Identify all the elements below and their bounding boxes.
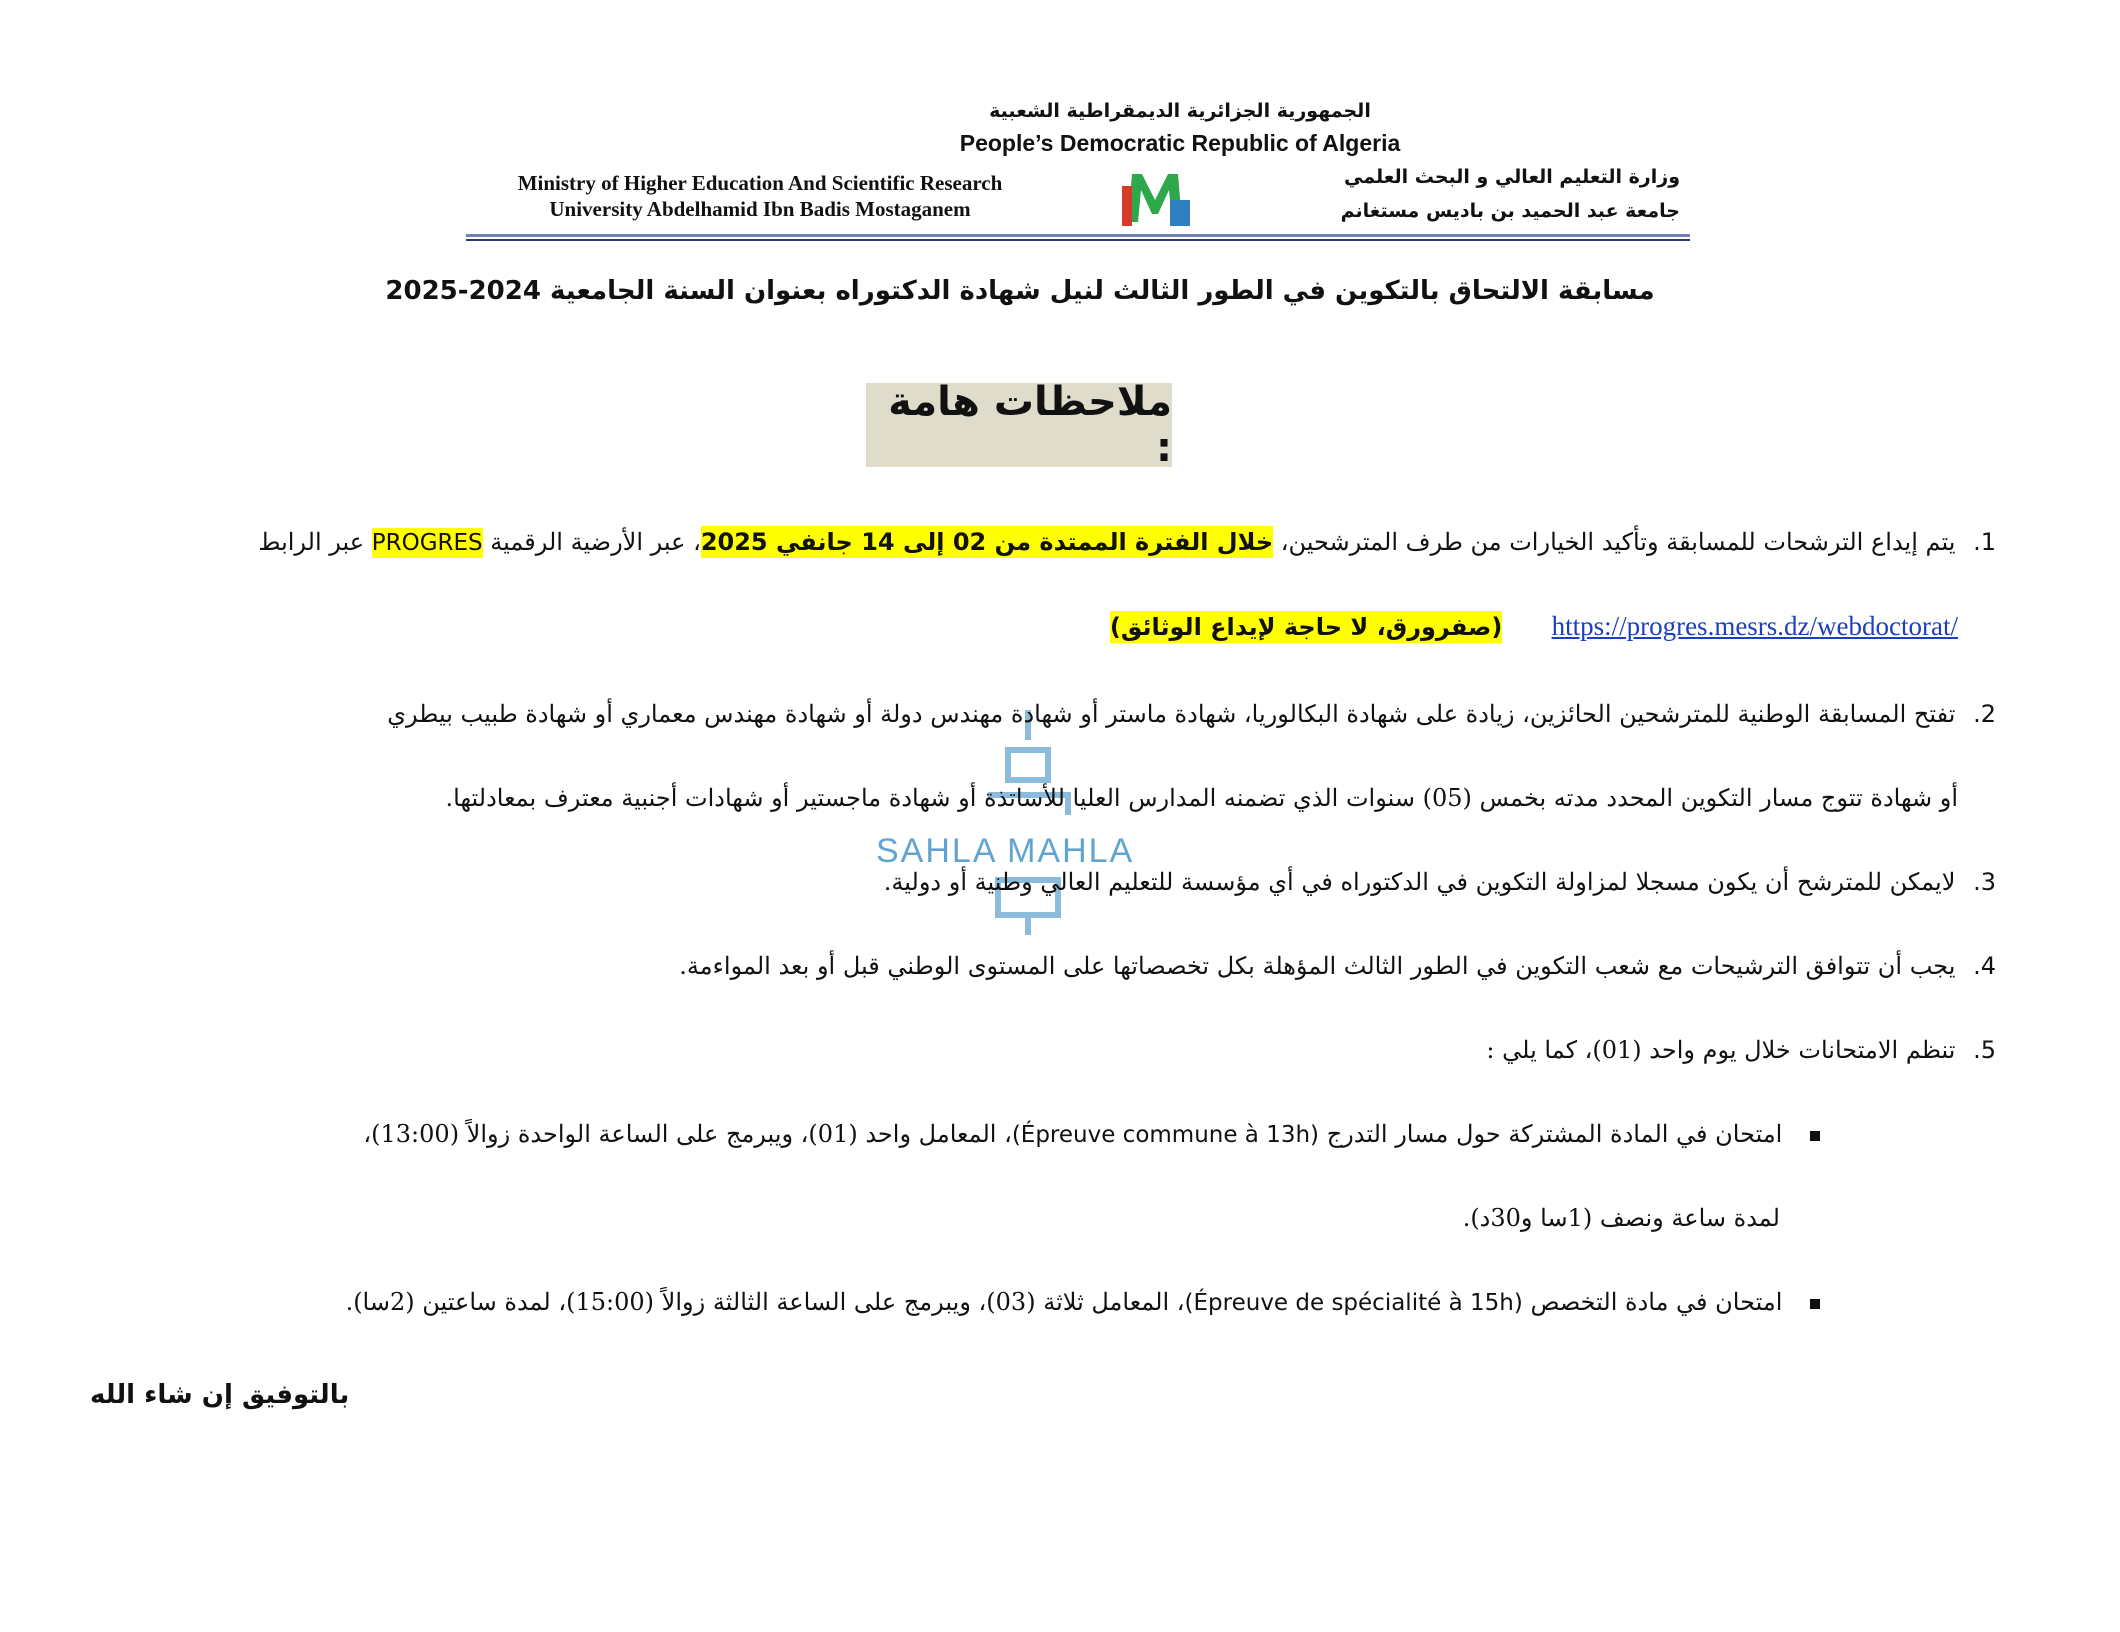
square-bullet-icon	[1810, 1299, 1820, 1309]
exam-bullet-2	[0, 1280, 1820, 1325]
note-number: 4.	[1973, 952, 1996, 980]
note-text: يتم إيداع الترشحات للمسابقة وتأكيد الخيارات من طرف المترشحين،	[1280, 528, 1956, 556]
ministry-arabic: وزارة التعليم العالي و البحث العلمي	[1344, 166, 1680, 188]
bullet-text: امتحان في مادة التخصص	[1530, 1288, 1783, 1316]
platform-name: PROGRES	[371, 530, 483, 556]
bullet-text: امتحان في المادة المشتركة حول مسار التدرج	[1326, 1120, 1783, 1148]
header-arabic-republic: الجمهورية الجزائرية الديمقراطية الشعبية	[989, 100, 1371, 122]
note-item-3	[116, 860, 1996, 904]
header-rule-bottom	[466, 239, 1690, 241]
bullet-text: لمدة ساعة ونصف (1سا و30د).	[1462, 1204, 1780, 1232]
note-item-2	[116, 692, 1996, 736]
note-number: 3.	[1973, 868, 1996, 896]
contest-title: مسابقة الالتحاق بالتكوين في الطور الثالث لنيل شهادة الدكتوراه بعنوان السنة الجامعية 2024-2025	[385, 276, 1655, 306]
progres-link[interactable]: https://progres.mesrs.dz/webdoctorat/	[1551, 611, 1958, 641]
university-english: University Abdelhamid Ibn Badis Mostaganem	[549, 197, 971, 221]
exam-bullet-1	[0, 1112, 1820, 1157]
exam-name-latin: (Épreuve de spécialité à 15h)	[1184, 1290, 1523, 1316]
university-logo-icon	[1118, 160, 1192, 232]
note-number: 1.	[1973, 528, 1996, 556]
highlight-no-paper: (صفرورق، لا حاجة لإيداع الوثائق)	[1109, 613, 1503, 641]
ministry-english: Ministry of Higher Education And Scientific Research	[517, 171, 1003, 195]
note-text: تنظم الامتحانات خلال يوم واحد (01)، كما يلي :	[1486, 1036, 1956, 1064]
note-text: ، عبر الأرضية الرقمية	[490, 528, 701, 556]
watermark-text: SAHLA MAHLA	[876, 832, 1135, 870]
note-text: يجب أن تتوافق الترشيحات مع شعب التكوين في الطور الثالث المؤهلة بكل تخصصاتها على المستوى الوطني قبل أو بعد المواءمة.	[679, 952, 1956, 980]
note-number: 5.	[1973, 1036, 1996, 1064]
note-text: عبر الرابط	[258, 528, 365, 556]
square-bullet-icon	[1810, 1131, 1820, 1141]
note-item-1	[116, 520, 1996, 565]
header-arabic-institution	[1240, 160, 1680, 228]
university-arabic: جامعة عبد الحميد بن باديس مستغانم	[1340, 200, 1680, 222]
note-text: تفتح المسابقة الوطنية للمترشحين الحائزين، زيادة على شهادة البكالوريا، شهادة ماستر أو شهادة مهندس دولة أو شهادة مهندس معماري أو شهادة طبيب بيطري	[387, 700, 1956, 728]
closing-wish: بالتوفيق إن شاء الله	[90, 1380, 350, 1410]
note-item-4	[116, 944, 1996, 988]
header-english-institution	[440, 170, 1080, 222]
note-item-5	[116, 1028, 1996, 1072]
highlight-period: خلال الفترة الممتدة من 02 إلى 14 جانفي 2025	[700, 528, 1274, 556]
exam-name-latin: (Épreuve commune à 13h)	[1011, 1122, 1320, 1148]
header-rule-top	[466, 234, 1690, 237]
header-english-republic: People’s Democratic Republic of Algeria	[959, 130, 1401, 156]
note-text: أو شهادة تتوج مسار التكوين المحدد مدته بخمس (05) سنوات الذي تضمنه المدارس العليا للأساتذة أو شهادة ماجستير أو شهادات أجنبية معترف بمعادلتها.	[445, 784, 1958, 812]
bullet-text: ، المعامل ثلاثة (03)، ويبرمج على الساعة الثالثة زوالاً (15:00)، لمدة ساعتين (2سا).	[345, 1288, 1185, 1316]
bullet-text: ، المعامل واحد (01)، ويبرمج على الساعة الواحدة زوالاً (13:00)،	[363, 1120, 1012, 1148]
exam-bullet-1-line-2	[0, 1196, 1780, 1240]
note-item-1-line-2	[78, 604, 1958, 649]
note-number: 2.	[1973, 700, 1996, 728]
notes-heading: ملاحظات هامة :	[866, 383, 1172, 467]
note-text: لايمكن للمترشح أن يكون مسجلا لمزاولة التكوين في الدكتوراه في أي مؤسسة للتعليم العالي وطنية أو دولية.	[883, 868, 1956, 896]
note-item-2-line-2	[78, 776, 1958, 820]
watermark-emblem-icon	[878, 700, 1198, 940]
